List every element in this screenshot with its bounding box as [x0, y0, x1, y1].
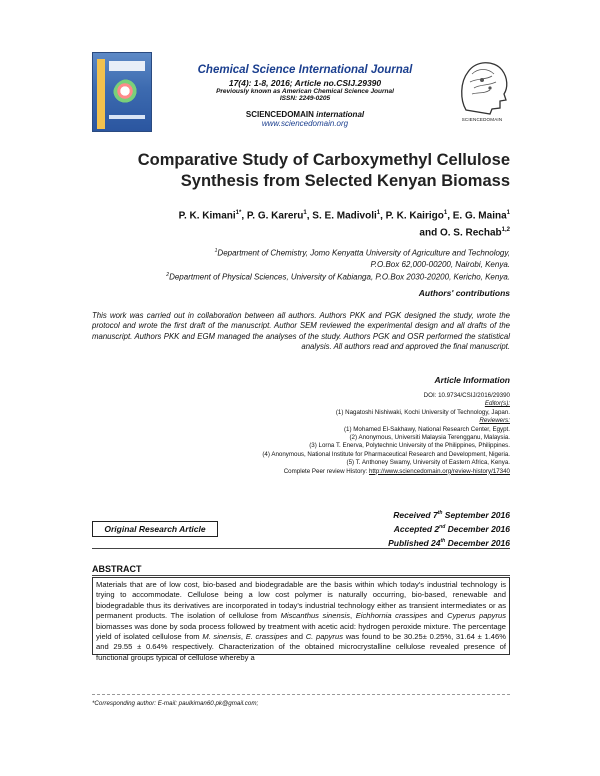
article-info	[92, 392, 510, 476]
publisher-logo-text: SCIENCEDOMAIN	[461, 117, 503, 122]
doi: DOI: 10.9734/CSIJ/2016/29390	[423, 392, 510, 399]
article-dates	[300, 507, 510, 548]
reviewer-item: (3) Lorna T. Enerva, Polytechnic University of the Philippines, Philippines.	[309, 442, 510, 450]
article-type-badge: Original Research Article	[92, 521, 218, 537]
footnote-divider	[92, 694, 510, 695]
reviewers-label: Reviewers:	[479, 417, 510, 425]
reviewer-item: (4) Anonymous, National Institute for Pharmaceutical Research and Development, Nigeria.	[262, 450, 510, 458]
author-list: P. K. Kimani$^{1*}$, P. G. Kareru$^1$, S. E. Madivoli$^1$, P. K. Kairigo$^1$, E. G. Maina$^1$ and O. S. Rechab$^{1,2}$	[178, 210, 510, 239]
reviewer-item: (5) T. Anthoney Swamy, University of Eastern Africa, Kenya.	[346, 459, 510, 467]
corresponding-author-footnote: *Corresponding author: E-mail: paulkiman60.pk@gmail.com;	[92, 700, 259, 707]
contributions-heading: Authors' contributions	[418, 288, 510, 298]
journal-cover-thumbnail	[92, 52, 152, 132]
journal-name: Chemical Science International Journal	[197, 64, 413, 76]
paper-title: Comparative Study of Carboxymethyl Cellulose Synthesis from Selected Kenyan Biomass	[137, 151, 510, 190]
accepted-date: Accepted 2nd December 2016	[393, 523, 510, 534]
editors-label: Editor(s):	[484, 400, 510, 408]
publisher-line: SCIENCEDOMAIN international	[245, 110, 365, 119]
received-date: Received 7th September 2016	[393, 509, 510, 520]
abstract-heading: ABSTRACT	[92, 564, 142, 574]
editor-item: (1) Nagatoshi Nishiwaki, Kochi University of Technology, Japan.	[335, 408, 510, 416]
volume-line: 17(4): 1-8, 2016; Article no.CSIJ.29390	[228, 78, 382, 88]
contributions-text: This work was carried out in collaboration between all authors. Authors PKK and PGK designed the study, wrote the protocol and wrote the first draft of the manuscript. Author SEM reviewed the experimental design and all drafts of the manuscript. Authors PKK and EGM managed the analyses of the study. Authors PGK and OSR performed the statistical analysis. All authors read and approved the final manuscript.	[92, 311, 510, 351]
published-date: Published 24th December 2016	[388, 537, 510, 548]
review-history-link[interactable]: http://www.sciencedomain.org/review-history/17340	[368, 467, 510, 475]
article-info-heading: Article Information	[434, 375, 510, 385]
divider	[92, 548, 510, 549]
affiliations: $^1$Department of Chemistry, Jomo Kenyatta University of Agriculture and Technology, P.O.Box 62,000-00200, Nairobi, Kenya. $^2$Department of Physical Sciences, University of Kabianga, P.O.Box 2030-20200, Kericho, Kenya.	[166, 248, 510, 282]
issn-line: ISSN: 2249-0205	[279, 95, 331, 102]
divider	[92, 575, 510, 576]
publisher-logo-icon	[452, 54, 512, 116]
review-history: Complete Peer review History: http://www.sciencedomain.org/review-history/17340	[283, 467, 510, 475]
reviewer-item: (1) Mohamed El-Sakhawy, National Research Center, Egypt.	[344, 425, 510, 433]
journal-header	[160, 64, 450, 128]
abstract-text: Materials that are of low cost, bio-based and biodegradable are the basis within which today's industrial technology is trying to accommodate. Cellulose being a low cost polymer is naturally occurring, bio-based, renewable and biodegradable thus its derivatives are incorporated in today's industrial technology either as transient intermediates or as permanent products. The isolation of cellulose from Miscanthus sinensis, Eichhornia crassipes and Cyperus papyrus biomasses was done by soda process followed by treatment with acetic acid: hydrogen peroxide mixture. The percentage yield of isolated cellulose from M. sinensis, E. crassipes and C. papyrus was found to be 30.25± 0.25%, 31.64 ± 1.46% and 29.55 ± 0.64% respectively. Characterization of the obtained microcrystalline cellulose revealed presence of functional groups typical of cellulose whereby a	[92, 577, 510, 655]
reviewer-item: (2) Anonymous, Universiti Malaysia Terengganu, Malaysia.	[349, 434, 510, 442]
publisher-website-link[interactable]: www.sciencedomain.org	[261, 119, 349, 128]
previous-name-line: Previously known as American Chemical Science Journal	[216, 88, 394, 95]
